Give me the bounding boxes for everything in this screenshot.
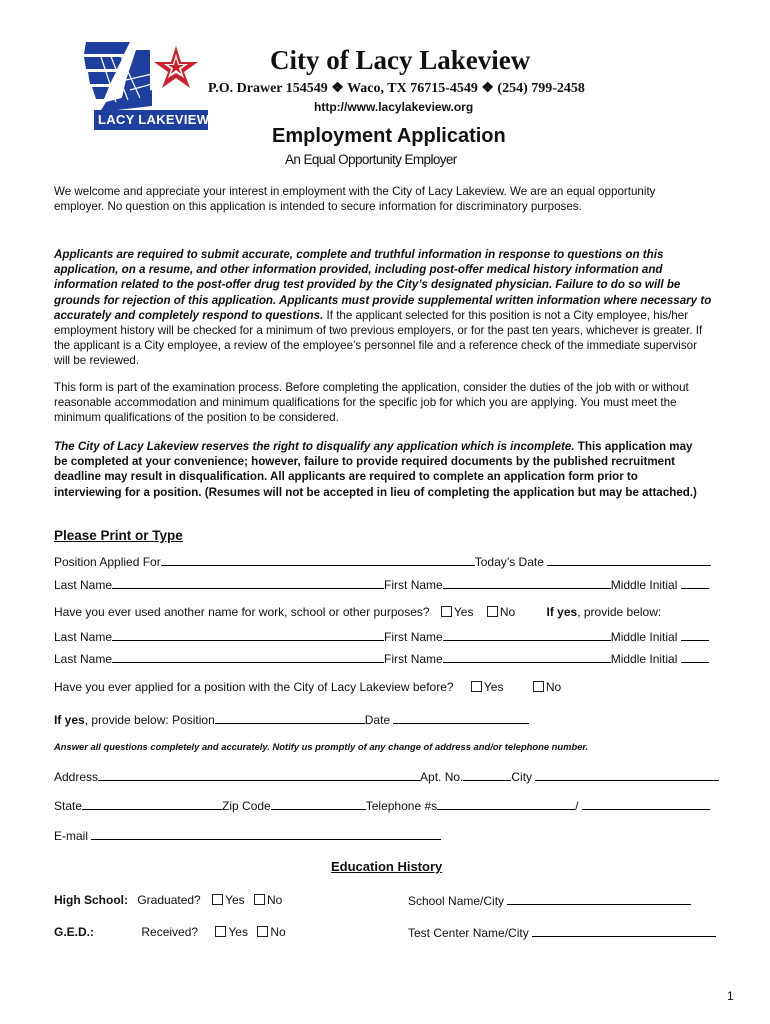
other-name-no-checkbox[interactable] [487,606,498,617]
no-label: No [267,893,283,907]
email-field[interactable] [91,828,441,840]
prior-date-label: Date [364,713,391,727]
prior-position-label: , provide below: Position [84,713,215,727]
prior-position-field[interactable] [215,712,365,724]
telephone-field-2[interactable] [582,798,710,810]
graduated-no-checkbox[interactable] [254,894,265,905]
other-name-row [54,605,661,619]
last-name-field-3[interactable] [112,651,384,663]
middle-initial-label: Middle Initial [610,652,678,666]
middle-initial-label: Middle Initial [610,578,678,592]
test-center-field[interactable] [532,925,716,937]
middle-initial-field-3[interactable] [681,651,709,663]
todays-date-label: Today’s Date [474,555,544,569]
zip-field[interactable] [271,798,366,810]
section-heading: Please Print or Type [54,528,183,543]
first-name-label: First Name [384,652,443,666]
applied-before-yes-checkbox[interactable] [471,681,482,692]
middle-initial-label: Middle Initial [610,630,678,644]
position-label: Position Applied For [54,555,161,569]
last-name-label: Last Name [54,630,113,644]
school-name-field[interactable] [507,893,691,905]
apt-label: Apt. No. [420,770,464,784]
school-name-row [408,893,691,908]
ged-yes-checkbox[interactable] [215,926,226,937]
exam-text: This form is part of the examination process. Before completing the application, consider the duties of the job with or without reasonable accommodation and minimum qualifications for the specific job for which you are applying. You must meet the minimum qualifications of the position to be considered. [54,381,689,425]
state-label: State [54,799,83,813]
if-yes-label: If yes [546,605,578,619]
disqualify-paragraph [54,439,704,500]
first-name-field-3[interactable] [443,651,611,663]
applied-before-no-checkbox[interactable] [533,681,544,692]
yes-label: Yes [453,605,474,619]
todays-date-field[interactable] [547,554,711,566]
other-name-question: Have you ever used another name for work, school or other purposes? [54,605,430,619]
middle-initial-field[interactable] [681,577,709,589]
position-field[interactable] [161,554,475,566]
yes-label: Yes [483,680,504,694]
answer-note: Answer all questions completely and accurately. Notify us promptly of any change of address and/or telephone number. [54,741,589,752]
last-name-label: Last Name [54,578,113,592]
city-name: City of Lacy Lakeview [270,45,531,75]
city-logo [80,40,210,132]
if-yes-label: If yes [54,713,85,727]
graduated-yes-checkbox[interactable] [212,894,223,905]
requirements-text: If the applicant selected for this position is not a City employee, his/her employment history will be checked for a minimum of two previous employers, or for the past ten years, whichever is greater. If the applicant is a City employee, a review of the employee’s personnel file and a reference check of the immediate supervisor will be reviewed. [54,308,703,368]
zip-label: Zip Code [222,799,271,813]
no-label: No [270,925,286,939]
test-center-label: Test Center Name/City [408,926,529,940]
page-title: Employment Application [272,125,506,147]
prior-position-row [54,712,529,727]
disqualify-text: This application may be completed at your convenience; however, failure to provide required documents by the published recruitment deadline may result in disqualification. All applicants are required to complete an application form prior to interviewing for a position. (Resumes will not be accepted in lieu of completing the application but may be attached.) [54,440,697,499]
name-row-3 [54,651,709,666]
ged-label: G.E.D.: [54,925,95,939]
email-label: E-mail [54,829,89,843]
telephone-separator: / [575,799,579,813]
first-name-field-2[interactable] [443,629,611,641]
ged-row [54,925,286,939]
last-name-field[interactable] [112,577,384,589]
graduated-label: Graduated? [137,893,201,907]
state-row [54,798,710,813]
telephone-label: Telephone #s [365,799,438,813]
address-label: Address [54,770,99,784]
last-name-field-2[interactable] [112,629,384,641]
middle-initial-field-2[interactable] [681,629,709,641]
disqualify-italic-text: The City of Lacy Lakeview reserves the right to disqualify any application which is incomplete. [54,440,575,453]
telephone-field-1[interactable] [437,798,575,810]
address-row [54,769,719,784]
first-name-field[interactable] [443,577,611,589]
yes-label: Yes [228,925,248,939]
first-name-label: First Name [384,578,443,592]
page-subtitle: An Equal Opportunity Employer [285,152,457,167]
name-row-2 [54,629,709,644]
requirements-bold-text: Applicants are required to submit accurate, complete and truthful information in response to questions on this application, on a resume, and other information provided, including post-offer medical history information and information related to the post-offer drug test provided by the City’s designated physician. Failure to do so will be grounds for rejection of this application. Applicants must provide supplemental written information where necessary to accurately and completely respond to questions. [54,248,712,322]
city-field[interactable] [535,769,719,781]
yes-label: Yes [225,893,245,907]
high-school-row [54,893,282,907]
apt-field[interactable] [463,769,511,781]
intro-text: We welcome and appreciate your interest in employment with the City of Lacy Lakeview. We are an equal opportunity employer. No question on this application is intended to secure information for discriminatory purposes. [54,185,656,214]
name-row [54,577,709,592]
first-name-label: First Name [384,630,443,644]
address-field[interactable] [98,769,420,781]
school-name-label: School Name/City [408,894,505,908]
no-label: No [545,680,562,694]
last-name-label: Last Name [54,652,113,666]
received-label: Received? [141,925,199,939]
intro-paragraph [54,184,704,214]
position-row [54,554,711,569]
no-label: No [499,605,516,619]
prior-date-field[interactable] [393,712,529,724]
email-row [54,828,441,843]
requirements-paragraph [54,247,714,369]
logo-text: LACY LAKEVIEW [98,112,210,127]
exam-paragraph [54,380,720,426]
ged-no-checkbox[interactable] [257,926,268,937]
test-center-row [408,925,716,940]
education-heading: Education History [331,859,443,874]
page-number: 1 [727,989,734,1003]
applied-before-question: Have you ever applied for a position with the City of Lacy Lakeview before? [54,680,454,694]
high-school-label: High School: [54,893,128,907]
city-address: P.O. Drawer 154549 ❖ Waco, TX 76715-4549 ❖ (254) 799-2458 [208,81,585,96]
provide-below-label: , provide below: [577,605,662,619]
state-field[interactable] [82,798,222,810]
city-label: City [511,770,533,784]
other-name-yes-checkbox[interactable] [441,606,452,617]
applied-before-row [54,680,561,694]
city-url[interactable]: http://www.lacylakeview.org [314,100,474,114]
